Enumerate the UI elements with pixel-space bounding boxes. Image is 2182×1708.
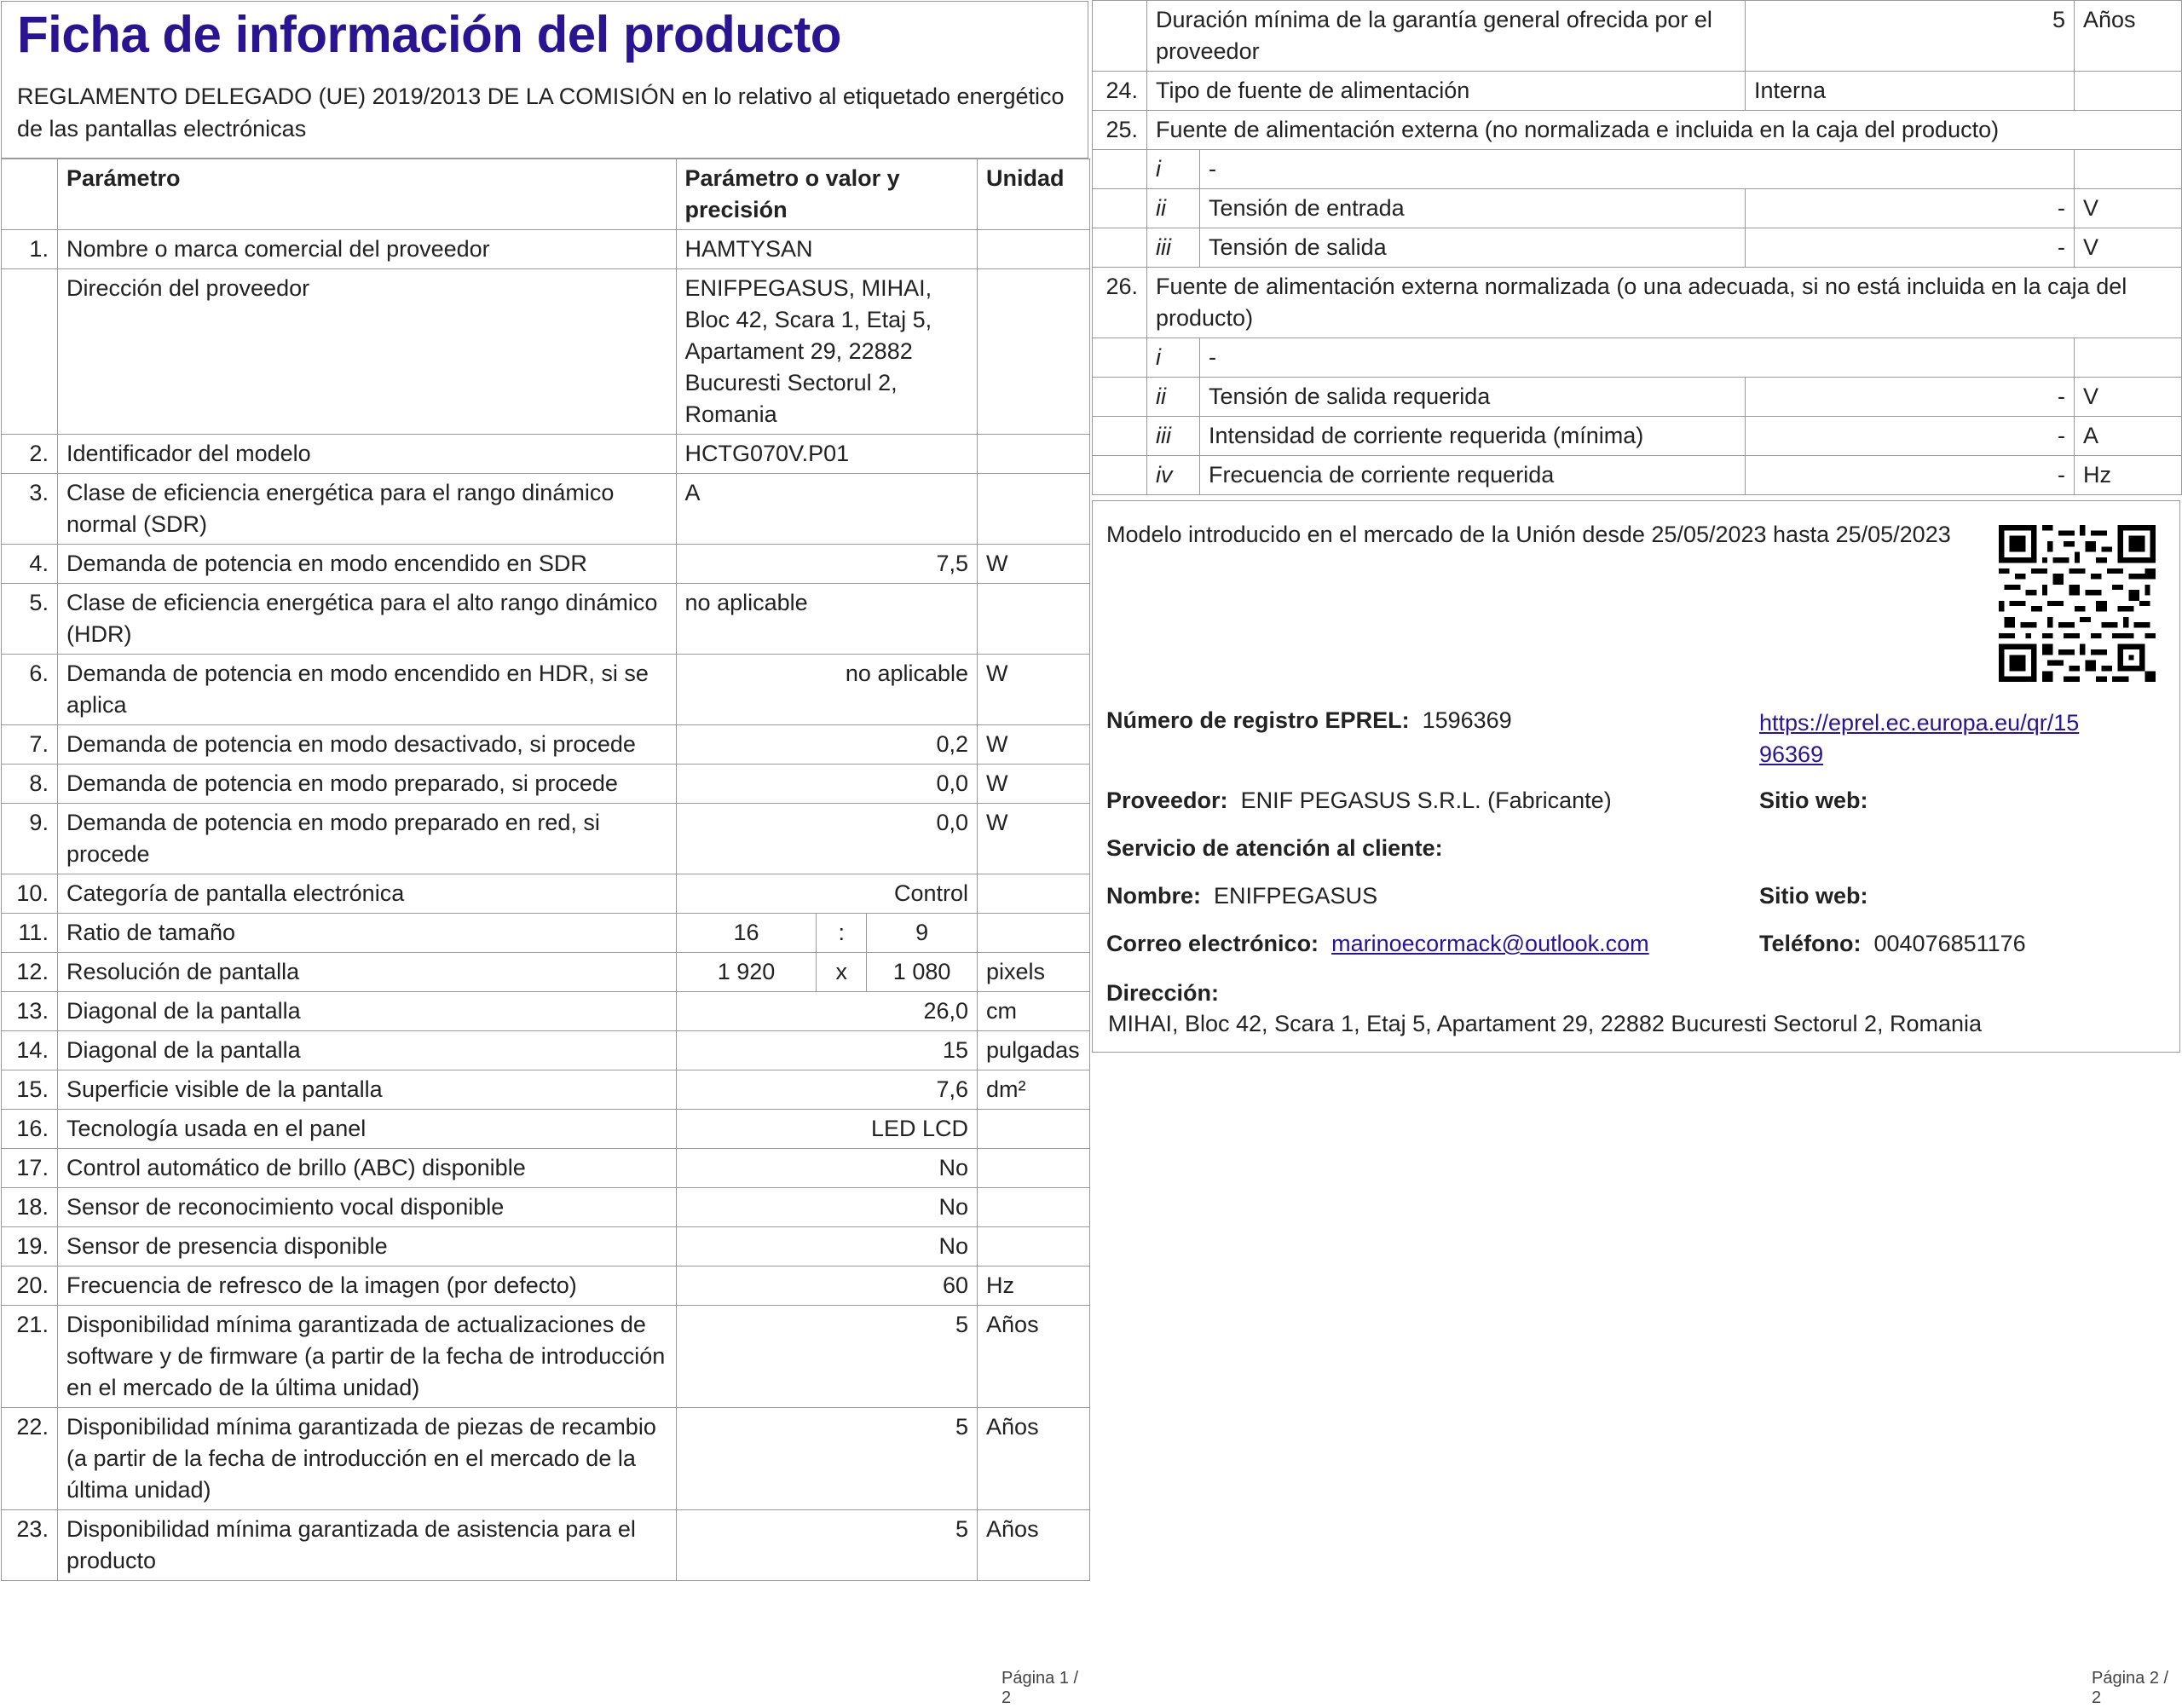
service-website-label: Sitio web: xyxy=(1759,883,1868,909)
table-row: 18. Sensor de reconocimiento vocal disponible No xyxy=(2,1188,1090,1227)
table-row: 1. Nombre o marca comercial del proveedor HAMTYSAN xyxy=(2,230,1090,269)
supplier-website-label: Sitio web: xyxy=(1759,788,1868,813)
address-value: MIHAI, Bloc 42, Scara 1, Etaj 5, Apartament 29, 22882 Bucuresti Sectorul 2, Romania xyxy=(1108,1011,1983,1036)
table-row: ii Tensión de salida requerida - V xyxy=(1093,378,2182,417)
table-row: 20. Frecuencia de refresco de la imagen (por defecto) 60 Hz xyxy=(2,1267,1090,1306)
eprel-link[interactable]: https://eprel.ec.europa.eu/qr/15 96369 xyxy=(1759,710,2080,767)
table-row: 26. Fuente de alimentación externa normalizada (o una adecuada, si no está incluida en la caja del producto) xyxy=(1093,268,2182,338)
table-row: ii Tensión de entrada - V xyxy=(1093,189,2182,228)
contact-name: Nombre: ENIFPEGASUS xyxy=(1106,883,1378,909)
table-row: iii Tensión de salida - V xyxy=(1093,228,2182,268)
table-row: 6. Demanda de potencia en modo encendido en HDR, si se aplica no aplicable W xyxy=(2,655,1090,725)
table-row: 7. Demanda de potencia en modo desactivado, si procede 0,2 W xyxy=(2,725,1090,765)
table-row: 25. Fuente de alimentación externa (no normalizada e incluida en la caja del producto) xyxy=(1093,111,2182,150)
table-row: 13. Diagonal de la pantalla 26,0 cm xyxy=(2,992,1090,1031)
table-row: 8. Demanda de potencia en modo preparado, si procede 0,0 W xyxy=(2,765,1090,804)
table-row: 23. Disponibilidad mínima garantizada de asistencia para el producto 5 Años xyxy=(2,1510,1090,1581)
table-row: Dirección del proveedor ENIFPEGASUS, MIHAI, Bloc 42, Scara 1, Etaj 5, Apartament 29, 22882 Bucuresti Sectorul 2, Romania xyxy=(2,269,1090,435)
header-param: Parámetro xyxy=(57,159,676,230)
document-title: Ficha de información del producto xyxy=(17,6,841,63)
supplier-info: Proveedor: ENIF PEGASUS S.R.L. (Fabricante) xyxy=(1106,788,1612,813)
customer-service-label: Servicio de atención al cliente: xyxy=(1106,835,1443,861)
eprel-number: Número de registro EPREL: 1596369 xyxy=(1106,707,1512,733)
table-row: 12. Resolución de pantalla 1 920 x 1 080 pixels xyxy=(2,953,1090,992)
table-header-row xyxy=(2,159,1090,230)
table-row: i - xyxy=(1093,338,2182,378)
eprel-info-box xyxy=(1092,500,2180,1053)
page-2 xyxy=(1091,0,2182,1706)
table-row: 16. Tecnología usada en el panel LED LCD xyxy=(2,1110,1090,1149)
table-row: iii Intensidad de corriente requerida (mínima) - A xyxy=(1093,417,2182,456)
header-value: Parámetro o valor y precisión xyxy=(676,159,978,230)
market-dates: Modelo introducido en el mercado de la Unión desde 25/05/2023 hasta 25/05/2023 xyxy=(1106,522,1951,547)
table-row: 19. Sensor de presencia disponible No xyxy=(2,1227,1090,1267)
table-row: 14. Diagonal de la pantalla 15 pulgadas xyxy=(2,1031,1090,1070)
page-number: Página 2 / 2 xyxy=(2092,1669,2169,1707)
table-row: Duración mínima de la garantía general ofrecida por el proveedor 5 Años xyxy=(1093,1,2182,72)
qr-code-icon[interactable] xyxy=(1999,525,2156,682)
table-row: 4. Demanda de potencia en modo encendido en SDR 7,5 W xyxy=(2,545,1090,584)
table-row: 17. Control automático de brillo (ABC) disponible No xyxy=(2,1149,1090,1188)
header-unit: Unidad xyxy=(978,159,1090,230)
table-row: i - xyxy=(1093,150,2182,189)
address-label: Dirección: xyxy=(1106,980,1220,1006)
table-row: 21. Disponibilidad mínima garantizada de actualizaciones de software y de firmware (a partir de la fecha de introducción en el mercado de la última unidad) 5 Años xyxy=(2,1306,1090,1408)
table-row: 3. Clase de eficiencia energética para el rango dinámico normal (SDR) A xyxy=(2,474,1090,545)
table-row: 11. Ratio de tamaño 16 : 9 xyxy=(2,914,1090,953)
table-row: 15. Superficie visible de la pantalla 7,6 dm² xyxy=(2,1070,1090,1110)
parameters-table xyxy=(1,159,1090,1581)
table-row: iv Frecuencia de corriente requerida - Hz xyxy=(1093,456,2182,495)
email-link[interactable]: marinoecormack@outlook.com xyxy=(1331,931,1649,956)
table-row: 2. Identificador del modelo HCTG070V.P01 xyxy=(2,435,1090,474)
power-supply-table xyxy=(1092,0,2182,495)
page-number: Página 1 / 2 xyxy=(1002,1669,1079,1707)
document-header xyxy=(1,1,1088,159)
table-row: 24. Tipo de fuente de alimentación Interna xyxy=(1093,72,2182,111)
table-row: 10. Categoría de pantalla electrónica Control xyxy=(2,874,1090,914)
contact-phone: Teléfono: 004076851176 xyxy=(1759,931,2026,956)
page-1 xyxy=(0,0,1091,1706)
table-row: 9. Demanda de potencia en modo preparado en red, si procede 0,0 W xyxy=(2,804,1090,874)
regulation-subtitle: REGLAMENTO DELEGADO (UE) 2019/2013 DE LA COMISIÓN en lo relativo al etiquetado energético de las pantallas electrónicas xyxy=(17,84,1065,141)
table-row: 5. Clase de eficiencia energética para el alto rango dinámico (HDR) no aplicable xyxy=(2,584,1090,655)
contact-email: Correo electrónico: marinoecormack@outlook.com xyxy=(1106,931,1649,956)
table-row: 22. Disponibilidad mínima garantizada de piezas de recambio (a partir de la fecha de introducción en el mercado de la última unidad) 5 Años xyxy=(2,1408,1090,1510)
